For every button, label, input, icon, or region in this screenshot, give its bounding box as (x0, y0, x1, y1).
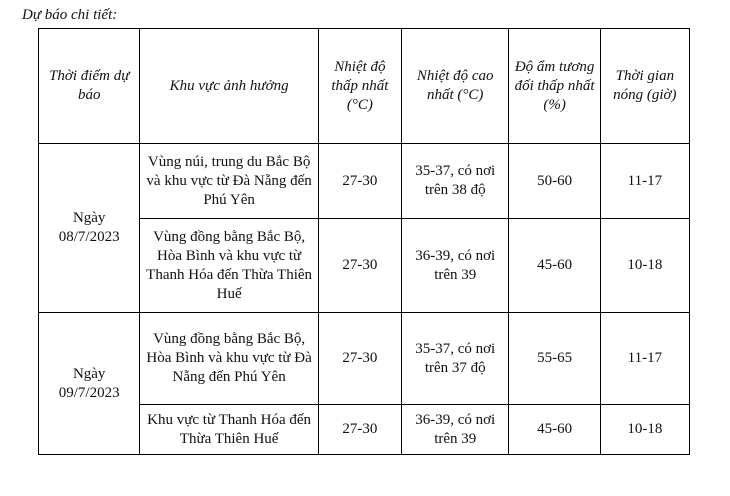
hours-cell: 10-18 (600, 219, 689, 313)
humidity-cell: 55-65 (509, 313, 600, 405)
table-row (39, 313, 690, 405)
date-cell: Ngày 08/7/2023 (39, 144, 140, 313)
max-temp-cell: 35-37, có nơi trên 38 độ (401, 144, 508, 219)
max-temp-cell: 36-39, có nơi trên 39 (401, 219, 508, 313)
header-time: Thời điểm dự báo (39, 29, 140, 144)
hours-cell: 11-17 (600, 144, 689, 219)
area-cell: Khu vực từ Thanh Hóa đến Thừa Thiên Huế (140, 405, 318, 455)
min-temp-cell: 27-30 (318, 313, 401, 405)
min-temp-cell: 27-30 (318, 219, 401, 313)
header-humidity: Độ ẩm tương đối thấp nhất (%) (509, 29, 600, 144)
forecast-table (38, 28, 690, 455)
hours-cell: 10-18 (600, 405, 689, 455)
area-cell: Vùng núi, trung du Bắc Bộ và khu vực từ Đà Nẵng đến Phú Yên (140, 144, 318, 219)
date-cell: Ngày 09/7/2023 (39, 313, 140, 455)
header-area: Khu vực ảnh hưởng (140, 29, 318, 144)
table-row (39, 144, 690, 219)
max-temp-cell: 36-39, có nơi trên 39 (401, 405, 508, 455)
area-cell: Vùng đồng bằng Bắc Bộ, Hòa Bình và khu vực từ Thanh Hóa đến Thừa Thiên Huế (140, 219, 318, 313)
min-temp-cell: 27-30 (318, 144, 401, 219)
header-hours: Thời gian nóng (giờ) (600, 29, 689, 144)
area-cell: Vùng đồng bằng Bắc Bộ, Hòa Bình và khu vực từ Đà Nẵng đến Phú Yên (140, 313, 318, 405)
humidity-cell: 50-60 (509, 144, 600, 219)
section-title: Dự báo chi tiết: (22, 7, 118, 23)
humidity-cell: 45-60 (509, 219, 600, 313)
header-max-temp: Nhiệt độ cao nhất (°C) (401, 29, 508, 144)
min-temp-cell: 27-30 (318, 405, 401, 455)
humidity-cell: 45-60 (509, 405, 600, 455)
header-row (39, 29, 690, 144)
max-temp-cell: 35-37, có nơi trên 37 độ (401, 313, 508, 405)
header-min-temp: Nhiệt độ thấp nhất (°C) (318, 29, 401, 144)
hours-cell: 11-17 (600, 313, 689, 405)
